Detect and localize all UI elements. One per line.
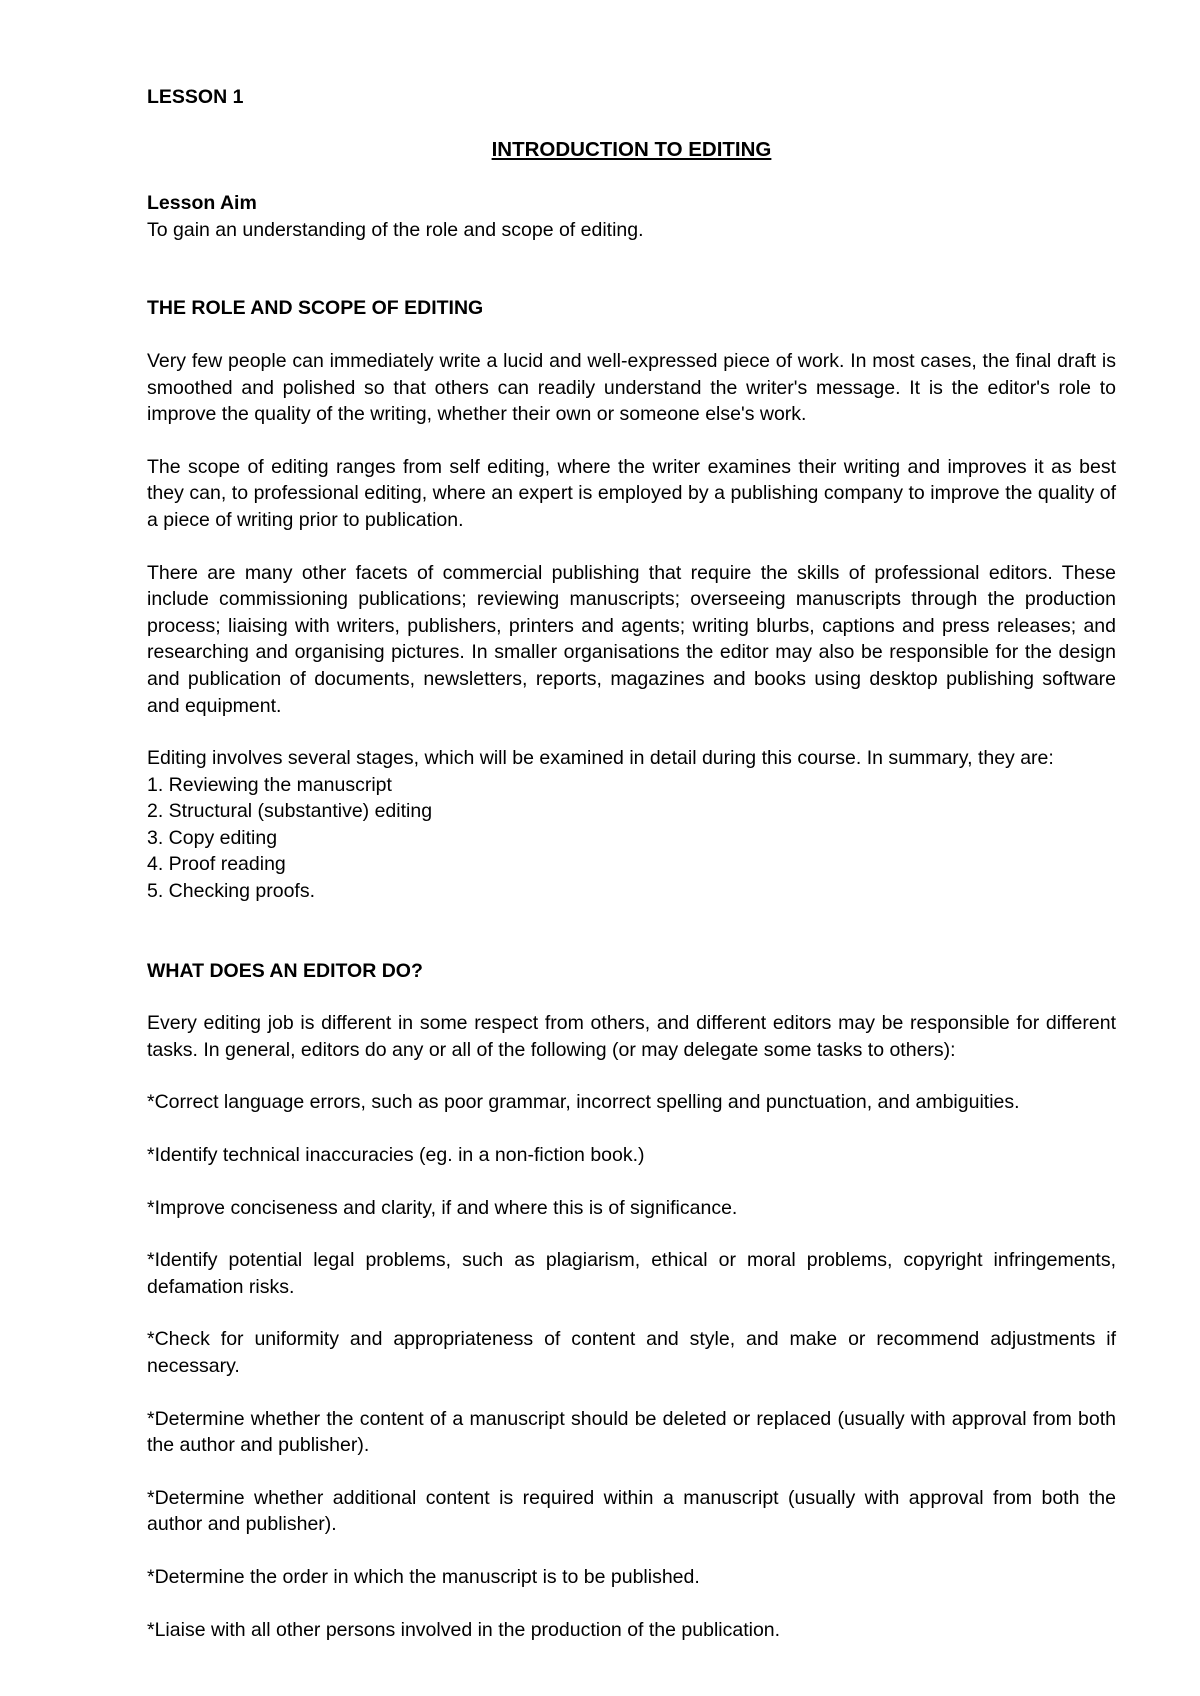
- bullet-item: *Identify technical inaccuracies (eg. in a non-fiction book.): [147, 1144, 645, 1167]
- list-item: 1. Reviewing the manuscript: [147, 773, 392, 796]
- stages-intro: Editing involves several stages, which will be examined in detail during this course. In summary, they are:: [147, 747, 1054, 770]
- lesson-aim-text: To gain an understanding of the role and scope of editing.: [147, 218, 644, 241]
- list-item: 2. Structural (substantive) editing: [147, 800, 433, 823]
- bullet-item: *Determine whether the content of a manuscript should be deleted or replaced (usually with approval from both the author and publisher).: [147, 1407, 1116, 1457]
- bullet-item: *Correct language errors, such as poor grammar, incorrect spelling and punctuation, and ambiguities.: [147, 1091, 1020, 1114]
- bullet-item: *Improve conciseness and clarity, if and where this is of significance.: [147, 1196, 738, 1219]
- bullet-item: *Check for uniformity and appropriateness of content and style, and make or recommend adjustments if necessary.: [147, 1328, 1116, 1377]
- page-title: INTRODUCTION TO EDITING: [491, 137, 772, 161]
- list-item: 4. Proof reading: [147, 853, 286, 876]
- section-heading-editor-tasks: WHAT DOES AN EDITOR DO?: [147, 959, 423, 982]
- bullet-item: *Determine the order in which the manuscript is to be published.: [147, 1565, 700, 1588]
- lesson-aim-heading: Lesson Aim: [147, 192, 257, 215]
- paragraph: Very few people can immediately write a lucid and well-expressed piece of work. In most cases, the final draft is smoothed and polished so that others can readily understand the writer's message. It is the editor's role to improve the quality of the writing, whether their own or someone else's work.: [147, 349, 1116, 426]
- paragraph: There are many other facets of commercial publishing that require the skills of professional editors. These include commissioning publications; reviewing manuscripts; overseeing manuscripts through the production process; liaising with writers, publishers, printers and agents; writing blurbs, captions and press releases; and researching and organising pictures. In smaller organisations the editor may also be responsible for the design and publication of documents, newsletters, reports, magazines and books using desktop publishing software and equipment.: [147, 561, 1116, 717]
- paragraph: Every editing job is different in some respect from others, and different editors may be responsible for different tasks. In general, editors do any or all of the following (or may delegate some tasks to others):: [147, 1012, 1116, 1061]
- bullet-item: *Liaise with all other persons involved in the production of the publication.: [147, 1618, 781, 1641]
- section-heading-role-scope: THE ROLE AND SCOPE OF EDITING: [147, 297, 484, 320]
- bullet-item: *Identify potential legal problems, such as plagiarism, ethical or moral problems, copyright infringements, defamation risks.: [147, 1249, 1116, 1298]
- paragraph: The scope of editing ranges from self editing, where the writer examines their writing and improves it as best they can, to professional editing, where an expert is employed by a publishing company to improve the quality of a piece of writing prior to publication.: [147, 455, 1116, 531]
- lesson-label: LESSON 1: [147, 86, 244, 108]
- bullet-item: *Determine whether additional content is required within a manuscript (usually with approval from both the author and publisher).: [147, 1486, 1116, 1536]
- list-item: 5. Checking proofs.: [147, 880, 316, 903]
- list-item: 3. Copy editing: [147, 826, 278, 849]
